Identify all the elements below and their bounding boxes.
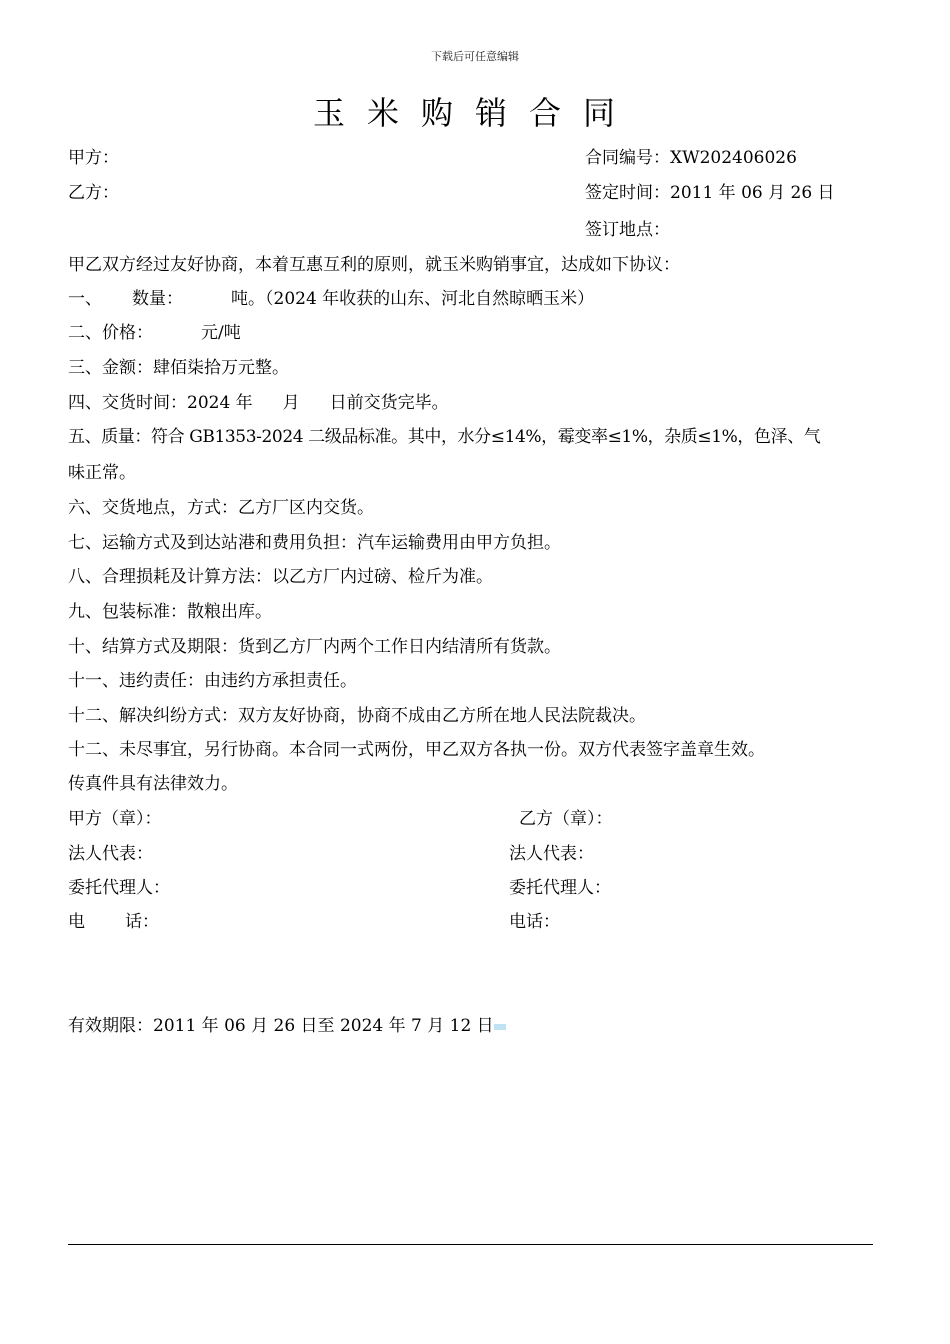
validity-line bbox=[68, 1015, 506, 1037]
footer-divider bbox=[68, 1244, 873, 1245]
party-b-phone: 电话： bbox=[509, 912, 560, 932]
party-a-agent: 委托代理人： bbox=[68, 878, 170, 898]
party-a-phone-char-2: 话： bbox=[125, 912, 159, 932]
sign-date: 签定时间：2011 年 06 月 26 日 bbox=[585, 183, 835, 203]
intro-text: 甲乙双方经过友好协商，本着互惠互利的原则，就玉米购销事宜，达成如下协议： bbox=[68, 255, 680, 275]
clause-8: 八、合理损耗及计算方法：以乙方厂内过磅、检斤为准。 bbox=[68, 567, 493, 587]
clause-9: 九、包装标准：散粮出库。 bbox=[68, 602, 272, 622]
clause-10: 十、结算方式及期限：货到乙方厂内两个工作日内结清所有货款。 bbox=[68, 637, 561, 657]
clause-3: 三、金额：肆佰柒拾万元整。 bbox=[68, 358, 289, 378]
clause-6: 六、交货地点，方式：乙方厂区内交货。 bbox=[68, 498, 374, 518]
party-b-label: 乙方： bbox=[68, 183, 119, 203]
clause-4-part-c: 日前交货完毕。 bbox=[329, 393, 449, 413]
clause-11: 十一、违约责任：由违约方承担责任。 bbox=[68, 671, 357, 691]
clause-1 bbox=[68, 288, 594, 310]
contract-title: 玉米购销合同 bbox=[312, 94, 637, 132]
clause-5-line-2: 味正常。 bbox=[68, 463, 136, 483]
clause-7: 七、运输方式及到达站港和费用负担：汽车运输费用由甲方负担。 bbox=[68, 533, 561, 553]
party-a-seal: 甲方（章）： bbox=[68, 809, 162, 829]
clause-4-part-b: 月 bbox=[282, 393, 300, 413]
clause-12: 十二、解决纠纷方式：双方友好协商，协商不成由乙方所在地人民法院裁决。 bbox=[68, 706, 646, 726]
clause-5-line-1: 五、质量：符合 GB1353-2024 二级品标准。其中，水分≤14%，霉变率≤1%，杂质≤1%，色泽、气 bbox=[68, 427, 821, 447]
party-b-agent: 委托代理人： bbox=[509, 878, 611, 898]
clause-2 bbox=[68, 322, 241, 344]
clause-13-line-2: 传真件具有法律效力。 bbox=[68, 774, 238, 794]
party-b-legal-rep: 法人代表： bbox=[509, 844, 594, 864]
clause-4-part-a: 四、交货时间：2024 年 bbox=[68, 393, 253, 413]
clause-1-rest: 吨。（2024 年收获的山东、河北自然晾晒玉米） bbox=[231, 289, 595, 309]
clause-1-label: 数量： bbox=[132, 289, 183, 309]
clause-2-rest: 元/吨 bbox=[201, 323, 241, 343]
clause-13-line-1: 十二、未尽事宜，另行协商。本合同一式两份，甲乙双方各执一份。双方代表签字盖章生效。 bbox=[68, 740, 765, 760]
clause-1-prefix: 一、 bbox=[68, 289, 102, 309]
party-a-legal-rep: 法人代表： bbox=[68, 844, 153, 864]
party-a-phone-char-1: 电 bbox=[68, 912, 85, 932]
sign-place: 签订地点： bbox=[585, 220, 670, 240]
party-b-seal: 乙方（章）： bbox=[519, 809, 613, 829]
header-note: 下载后可任意编辑 bbox=[431, 50, 519, 63]
clause-4 bbox=[68, 392, 449, 414]
contract-number: 合同编号：XW202406026 bbox=[585, 148, 797, 168]
validity-text: 有效期限：2011 年 06 月 26 日至 2024 年 7 月 12 日 bbox=[68, 1016, 494, 1036]
party-a-label: 甲方： bbox=[68, 148, 119, 168]
party-a-phone bbox=[68, 911, 159, 933]
clause-2-label: 二、价格： bbox=[68, 323, 153, 343]
text-cursor-icon bbox=[494, 1024, 506, 1030]
